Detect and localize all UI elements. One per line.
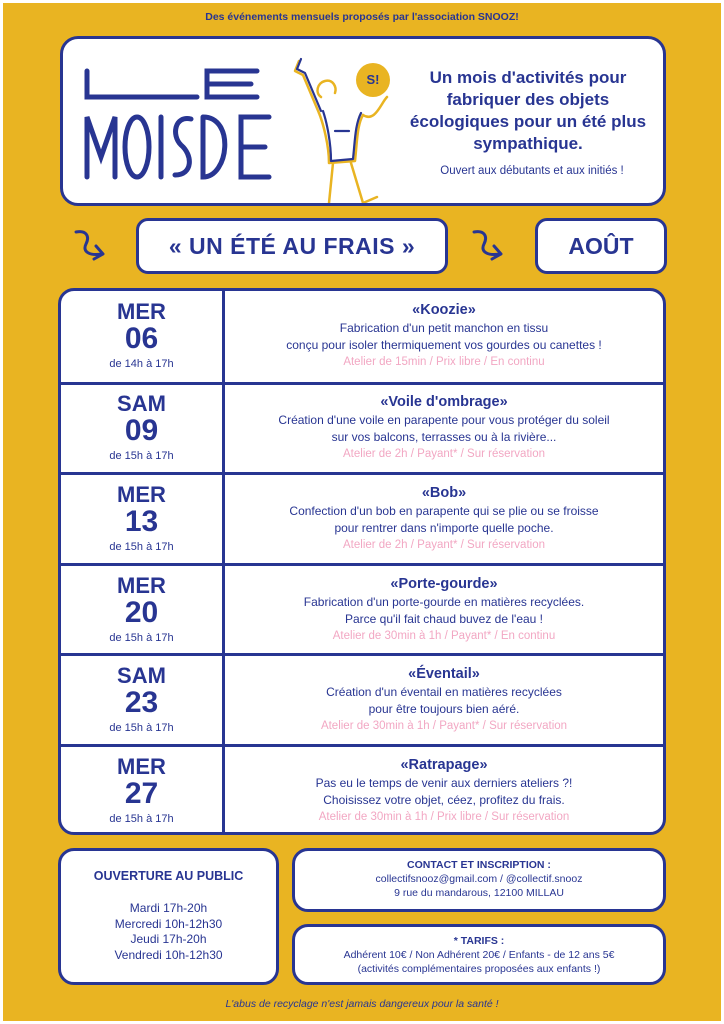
event-day: MER — [117, 481, 166, 507]
opening-hours-item: Mardi 17h-20h — [129, 901, 208, 915]
event-title: «Koozie» — [412, 302, 476, 319]
event-info — [225, 475, 663, 563]
opening-hours-card — [58, 848, 279, 985]
event-description: Parce qu'il fait chaud buvez de l'eau ! — [344, 611, 544, 626]
event-description: Création d'un éventail en matières recyclées — [326, 685, 562, 700]
event-date-number: 09 — [124, 414, 159, 448]
event-meta: Atelier de 2h / Payant* / Sur réservation — [343, 538, 545, 551]
tarifs-card — [292, 924, 666, 985]
event-title: «Voile d'ombrage» — [380, 394, 508, 411]
event-meta: Atelier de 15min / Prix libre / En continu — [343, 356, 545, 369]
month-label: AOÛT — [535, 218, 667, 274]
event-day: MER — [117, 572, 166, 598]
event-description: Fabrication d'un porte-gourde en matières recyclées. — [303, 594, 585, 609]
event-row — [61, 563, 663, 654]
event-date — [61, 385, 225, 473]
event-title: «Porte-gourde» — [390, 575, 498, 592]
opening-hours-list — [61, 901, 276, 963]
event-info — [225, 747, 663, 835]
logo-text: LE — [79, 57, 81, 58]
opening-title: OUVERTURE AU PUBLIC — [93, 869, 244, 883]
event-description: Pas eu le temps de venir aux derniers ateliers ?! — [315, 775, 573, 790]
event-day: MER — [117, 753, 166, 779]
event-meta: Atelier de 30min à 1h / Payant* / Sur réservation — [320, 720, 568, 733]
event-date — [61, 656, 225, 744]
event-hours: de 15h à 17h — [109, 812, 174, 825]
event-meta: Atelier de 30min à 1h / Prix libre / Sur réservation — [318, 810, 570, 823]
event-date — [61, 475, 225, 563]
event-date-number: 23 — [124, 686, 159, 720]
event-description: Confection d'un bob en parapente qui se plie ou se froisse — [289, 503, 599, 518]
opening-hours-item: Vendredi 10h-12h30 — [114, 947, 223, 962]
event-date-number: 20 — [124, 595, 159, 629]
curved-arrow-icon — [72, 226, 112, 266]
header-card — [60, 36, 666, 206]
event-title: «Éventail» — [408, 666, 480, 683]
event-date-number: 27 — [124, 776, 159, 810]
events-schedule — [58, 288, 666, 835]
event-description: pour être toujours bien aéré. — [368, 702, 520, 717]
event-day: SAM — [117, 391, 166, 417]
snooz-badge: S! — [356, 63, 390, 97]
contact-card — [292, 848, 666, 912]
event-hours: de 14h à 17h — [109, 358, 174, 371]
opening-hours-item: Mercredi 10h-12h30 — [114, 916, 223, 931]
event-day: MER — [117, 299, 166, 325]
tagline: Un mois d'activités pour fabriquer des objets écologiques pour un été plus sympathique. — [409, 68, 647, 153]
event-date — [61, 291, 225, 382]
event-hours: de 15h à 17h — [109, 722, 174, 735]
event-title: «Ratrapage» — [400, 756, 488, 773]
tarifs-title: * TARIFS : — [453, 935, 505, 947]
event-date-number: 06 — [124, 322, 159, 356]
event-day: SAM — [117, 663, 166, 689]
subtagline: Ouvert aux débutants et aux initiés ! — [440, 165, 624, 177]
event-hours: de 15h à 17h — [109, 450, 174, 463]
event-description: Création d'une voile en parapente pour vous protéger du soleil — [278, 413, 610, 428]
event-title: «Bob» — [421, 484, 467, 501]
contact-email[interactable]: collectifsnooz@gmail.com / @collectif.snooz — [375, 873, 583, 885]
event-row — [61, 653, 663, 744]
event-info — [225, 566, 663, 654]
event-date — [61, 747, 225, 835]
event-description: Fabrication d'un petit manchon en tissu — [339, 321, 549, 336]
event-description: Choisissez votre objet, céez, profitez du frais. — [323, 792, 565, 807]
event-info — [225, 291, 663, 382]
event-meta: Atelier de 2h / Payant* / Sur réservation — [343, 448, 545, 461]
curved-arrow-icon — [470, 226, 510, 266]
footer-slogan: L'abus de recyclage n'est jamais dangereux pour la santé ! — [225, 998, 499, 1010]
top-line: Des événements mensuels proposés par l'association SNOOZ! — [205, 11, 519, 23]
event-meta: Atelier de 30min à 1h / Payant* / En continu — [332, 629, 556, 642]
contact-address: 9 rue du mandarous, 12100 MILLAU — [394, 887, 564, 899]
mois-de-logo — [79, 57, 279, 197]
event-info — [225, 656, 663, 744]
event-description: conçu pour isoler thermiquement vos gourdes ou canettes ! — [286, 338, 602, 353]
event-hours: de 15h à 17h — [109, 540, 174, 553]
event-info — [225, 385, 663, 473]
theme-title: « UN ÉTÉ AU FRAIS » — [136, 218, 448, 274]
event-date-number: 13 — [124, 504, 159, 538]
event-row — [61, 472, 663, 563]
event-description: sur vos balcons, terrasses ou à la rivière... — [331, 430, 557, 445]
event-row — [61, 291, 663, 382]
event-row — [61, 744, 663, 835]
opening-hours-item: Jeudi 17h-20h — [130, 932, 207, 946]
event-description: pour rentrer dans n'importe quelle poche. — [334, 520, 554, 535]
event-hours: de 15h à 17h — [109, 631, 174, 644]
tarifs-prices: Adhérent 10€ / Non Adhérent 20€ / Enfants - de 12 ans 5€ — [343, 949, 615, 961]
contact-title: CONTACT ET INSCRIPTION : — [407, 859, 551, 871]
tarifs-note: (activités complémentaires proposées aux enfants !) — [357, 963, 601, 975]
event-date — [61, 566, 225, 654]
event-row — [61, 382, 663, 473]
